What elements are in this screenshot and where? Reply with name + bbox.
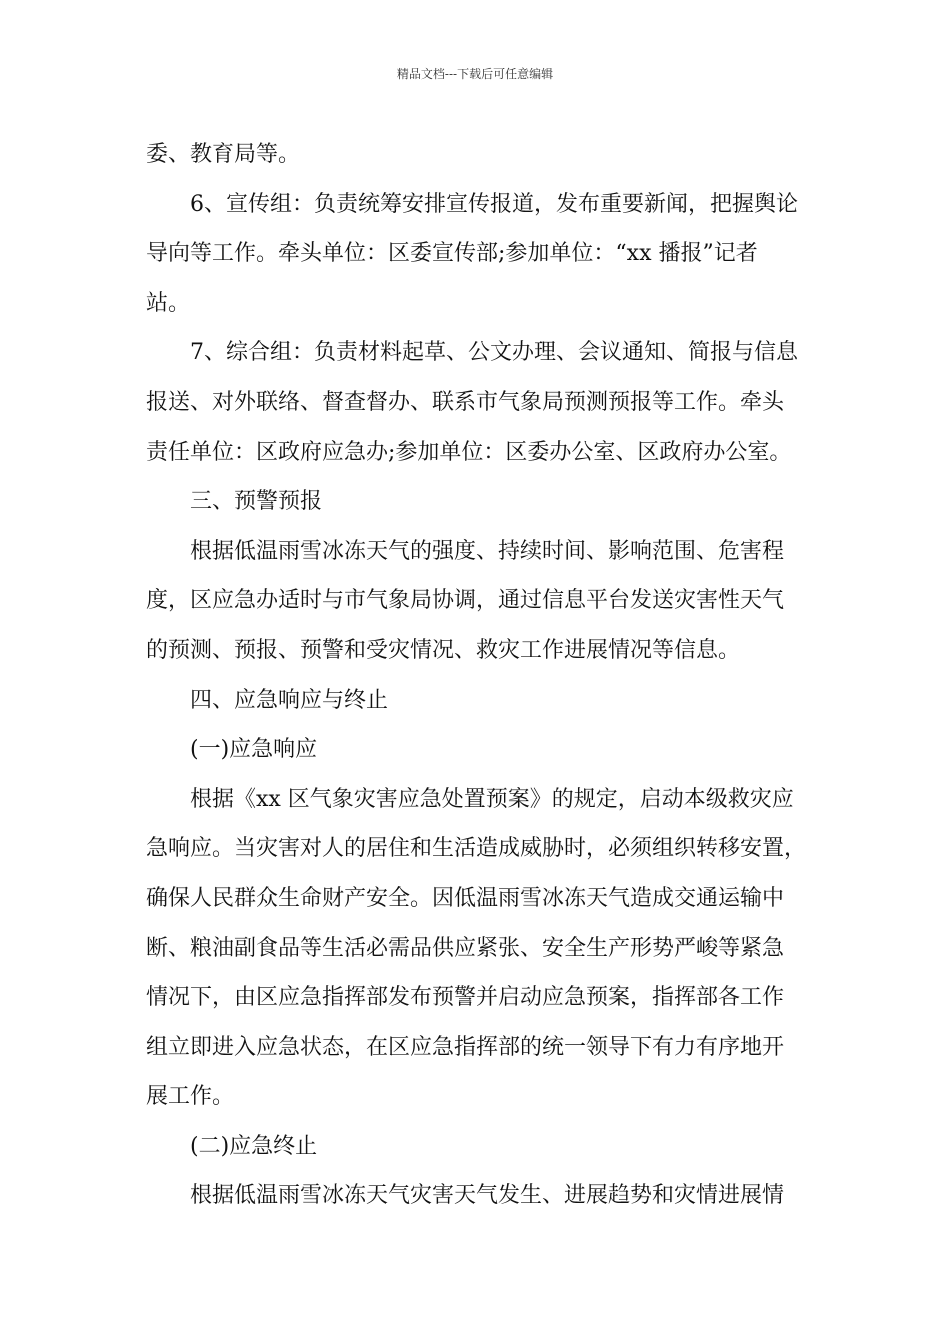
text-line: 站。: [146, 290, 191, 316]
text-line: 急响应。当灾害对人的居住和生活造成威胁时，必须组织转移安置，: [146, 836, 807, 862]
subsection-heading-response: (一)应急响应: [190, 737, 318, 763]
paragraph-termination: 根据低温雨雪冰冻天气灾害天气发生、进展趋势和灾情进展情: [190, 1183, 785, 1209]
subsection-heading-termination: (二)应急终止: [190, 1133, 318, 1159]
text-line: 责任单位：区政府应急办;参加单位：区委办公室、区政府办公室。: [146, 439, 792, 465]
text-line: 断、粮油副食品等生活必需品供应紧张、安全生产形势严峻等紧急: [146, 935, 785, 961]
paragraph-response: 根据《xx 区气象灾害应急处置预案》的规定，启动本级救灾应: [190, 786, 794, 812]
text-line: 报送、对外联络、督查督办、联系市气象局预测预报等工作。牵头: [146, 389, 785, 415]
text-line: 导向等工作。牵头单位：区委宣传部;参加单位：“xx 播报”记者: [146, 241, 758, 267]
text-line: 情况下，由区应急指挥部发布预警并启动应急预案，指挥部各工作: [146, 985, 785, 1011]
paragraph-propaganda-group: 6、宣传组：负责统筹安排宣传报道，发布重要新闻，把握舆论: [190, 191, 798, 217]
paragraph-warning: 根据低温雨雪冰冻天气的强度、持续时间、影响范围、危害程: [190, 538, 785, 564]
text-line: 确保人民群众生命财产安全。因低温雨雪冰冻天气造成交通运输中: [146, 885, 785, 911]
text-line: 度，区应急办适时与市气象局协调，通过信息平台发送灾害性天气: [146, 588, 785, 614]
document-body: [146, 130, 810, 1221]
paragraph-general-group: 7、综合组：负责材料起草、公文办理、会议通知、简报与信息: [190, 340, 798, 366]
text-line: 展工作。: [146, 1084, 235, 1110]
page-header: 精品文档---下载后可任意编辑: [396, 67, 554, 81]
section-heading-response: 四、应急响应与终止: [190, 687, 389, 713]
text-line: 组立即进入应急状态，在区应急指挥部的统一领导下有力有序地开: [146, 1034, 785, 1060]
text-line: 委、教育局等。: [146, 142, 301, 167]
text-line: 的预测、预报、预警和受灾情况、救灾工作进展情况等信息。: [146, 637, 741, 663]
section-heading-warning: 三、预警预报: [190, 489, 323, 515]
